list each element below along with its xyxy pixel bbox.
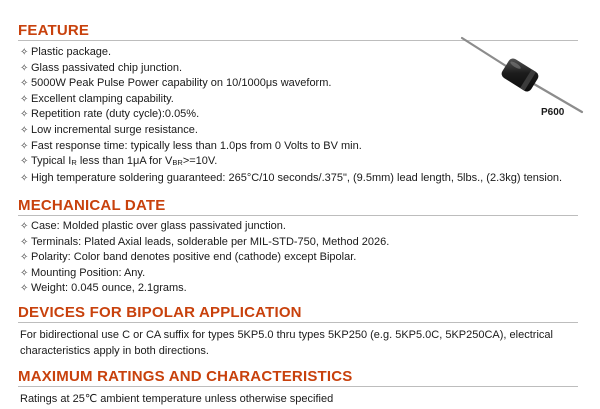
- diamond-bullet-icon: ✧: [20, 109, 29, 121]
- feature-heading: FEATURE: [18, 22, 90, 39]
- diode-body: [500, 57, 540, 94]
- diamond-bullet-icon: ✧: [20, 62, 29, 74]
- list-item: ✧ Typical IR less than 1μA for VBR>=10V.: [20, 154, 562, 171]
- diamond-bullet-icon: ✧: [20, 47, 29, 58]
- bipolar-paragraph: For bidirectional use C or CA suffix for types 5KP5.0 thru types 5KP250 (e.g. 5KP5.0C, 5KP250CA), electrical characteristics apply in both directions.: [20, 329, 553, 357]
- diamond-bullet-icon: ✧: [20, 140, 29, 152]
- diamond-bullet-icon: ✧: [20, 124, 29, 136]
- diamond-bullet-icon: ✧: [20, 267, 29, 279]
- ratings-heading: MAXIMUM RATINGS AND CHARACTERISTICS: [18, 368, 353, 385]
- list-item: ✧ Fast response time: typically less than 1.0ps from 0 Volts to BV min.: [20, 139, 562, 155]
- list-item: ✧ Weight: 0.045 ounce, 2.1grams.: [20, 281, 389, 297]
- ratings-divider: [18, 386, 578, 387]
- list-item: ✧ Polarity: Color band denotes positive end (cathode) except Bipolar.: [20, 250, 389, 266]
- list-item: ✧ Glass passivated chip junction.: [20, 61, 562, 77]
- bipolar-divider: [18, 322, 578, 323]
- list-item: ✧ 5000W Peak Pulse Power capability on 10/1000μs waveform.: [20, 76, 562, 92]
- mechanical-heading: MECHANICAL DATE: [18, 197, 166, 214]
- list-item: ✧ Terminals: Plated Axial leads, solderable per MIL-STD-750, Method 2026.: [20, 235, 389, 251]
- list-item: ✧ Plastic package.: [20, 45, 562, 61]
- diamond-bullet-icon: ✧: [20, 236, 29, 248]
- diode-product-image: [458, 32, 586, 116]
- anode-lead: [462, 38, 506, 66]
- list-item: ✧ High temperature soldering guaranteed: 265°C/10 seconds/.375", (9.5mm) lead length, 5lbs., (2.3kg) tension.: [20, 171, 562, 187]
- diamond-bullet-icon: ✧: [20, 221, 29, 232]
- list-item: ✧ Excellent clamping capability.: [20, 92, 562, 108]
- diamond-bullet-icon: ✧: [20, 172, 29, 184]
- list-item: ✧ Case: Molded plastic over glass passivated junction.: [20, 219, 389, 235]
- diamond-bullet-icon: ✧: [20, 156, 29, 168]
- diamond-bullet-icon: ✧: [20, 252, 29, 264]
- list-item: ✧ Repetition rate (duty cycle):0.05%.: [20, 107, 562, 123]
- list-item: ✧ Mounting Position: Any.: [20, 266, 389, 282]
- mechanical-list: [20, 219, 389, 297]
- diamond-bullet-icon: ✧: [20, 78, 29, 90]
- diamond-bullet-icon: ✧: [20, 93, 29, 105]
- bipolar-heading: DEVICES FOR BIPOLAR APPLICATION: [18, 304, 302, 321]
- diamond-bullet-icon: ✧: [20, 283, 29, 295]
- mechanical-divider: [18, 215, 578, 216]
- list-item: ✧ Low incremental surge resistance.: [20, 123, 562, 139]
- ratings-paragraph: Ratings at 25℃ ambient temperature unless otherwise specified: [20, 393, 334, 405]
- product-label: P600: [541, 107, 565, 118]
